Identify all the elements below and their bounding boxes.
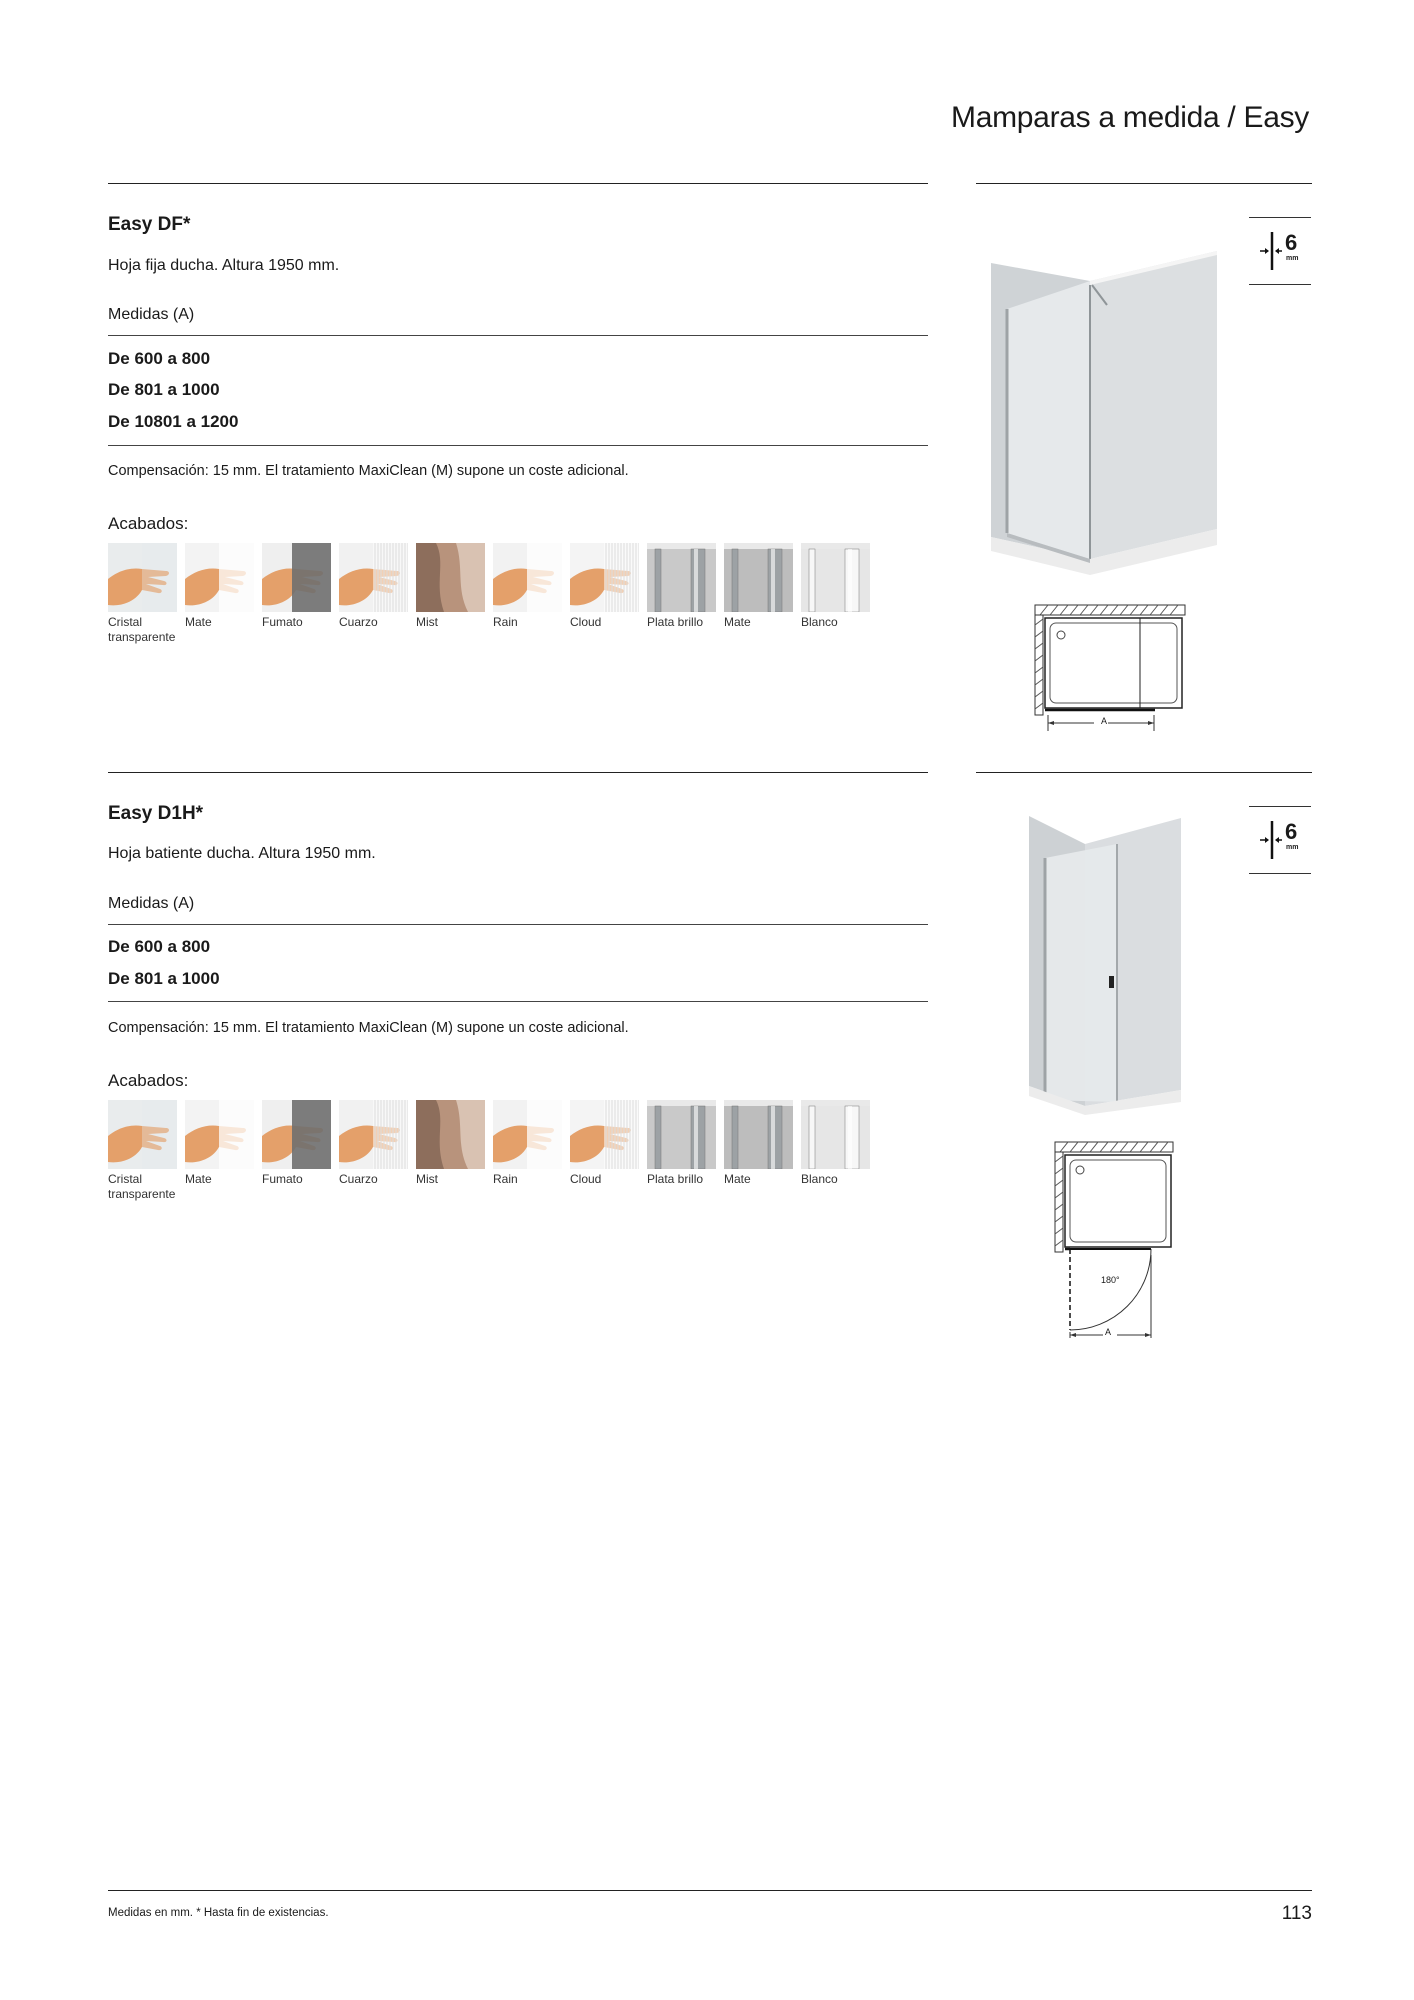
finish-caption [801, 1172, 881, 1187]
size-row: De 10801 a 1200 [108, 412, 239, 431]
thickness-value: 6 [1285, 819, 1298, 844]
finish-name: Fumato [262, 1172, 303, 1186]
finishes-label: Acabados: [108, 514, 189, 533]
finish-name: Rain [493, 1172, 518, 1186]
finish-swatch [801, 543, 870, 645]
table-rule [108, 445, 928, 446]
glass-thickness-badge [1249, 806, 1311, 874]
finish-thumbnail [262, 543, 331, 612]
finish-name: Blanco [801, 1172, 838, 1186]
product-description: Hoja fija ducha. Altura 1950 mm. [108, 257, 340, 274]
finish-thumbnail [724, 1100, 793, 1169]
finish-swatch [570, 543, 639, 645]
finish-swatch [185, 543, 254, 645]
finish-thumbnail [185, 1100, 254, 1169]
section-divider [976, 772, 1312, 773]
finish-thumbnail [801, 543, 870, 612]
compensation-note: Compensación: 15 mm. El tratamiento MaxiClean (M) supone un coste adicional. [108, 463, 629, 479]
finish-caption [724, 615, 804, 630]
finish-swatch [493, 1100, 562, 1202]
thickness-value: 6 [1285, 230, 1298, 255]
finish-caption [493, 615, 573, 630]
finish-thumbnail [724, 543, 793, 612]
finish-swatch [647, 543, 716, 645]
finish-name: Cloud [570, 615, 602, 629]
finish-name: Cloud [570, 1172, 602, 1186]
finish-swatch [108, 1100, 177, 1202]
finish-thumbnail [647, 1100, 716, 1169]
finish-caption [493, 1172, 573, 1187]
finish-caption [570, 615, 650, 630]
plan-drawing-easy-d1h [1050, 1140, 1180, 1340]
finish-name: Mist [416, 615, 438, 629]
finish-swatch [416, 543, 485, 645]
size-row: De 600 a 800 [108, 937, 211, 956]
finish-thumbnail [416, 543, 485, 612]
page-title: Mamparas a medida / Easy [951, 101, 1309, 134]
glass-thickness-icon [1249, 807, 1311, 873]
finish-caption [647, 1172, 727, 1187]
finish-thumbnail [339, 1100, 408, 1169]
finish-name: Plata brillo [647, 615, 704, 629]
product-description: Hoja batiente ducha. Altura 1950 mm. [108, 845, 376, 862]
finish-swatch [339, 1100, 408, 1202]
thickness-unit: mm [1286, 844, 1299, 851]
finish-caption [570, 1172, 650, 1187]
finish-swatch [339, 543, 408, 645]
finish-swatches [108, 1100, 870, 1202]
product-name: Easy D1H* [108, 803, 204, 824]
finish-name: Cuarzo [339, 1172, 378, 1186]
finish-name: Fumato [262, 615, 303, 629]
finish-caption [262, 1172, 342, 1187]
finish-name: Mate [185, 615, 212, 629]
glass-thickness-icon [1249, 218, 1311, 284]
table-rule [108, 924, 928, 925]
finish-name: Cuarzo [339, 615, 378, 629]
finish-thumbnail [493, 1100, 562, 1169]
finish-caption [416, 615, 496, 630]
table-rule [108, 335, 928, 336]
finish-name: Mate [724, 1172, 751, 1186]
finish-swatch [262, 543, 331, 645]
finish-swatch [262, 1100, 331, 1202]
finish-thumbnail [801, 1100, 870, 1169]
finish-swatch [416, 1100, 485, 1202]
finishes-label: Acabados: [108, 1071, 189, 1090]
finish-name-line2: transparente [108, 630, 176, 644]
finish-thumbnail [647, 543, 716, 612]
finish-caption [185, 1172, 265, 1187]
measures-label: Medidas (A) [108, 306, 195, 323]
finish-caption [416, 1172, 496, 1187]
section-divider [108, 183, 928, 184]
finish-swatches [108, 543, 870, 645]
finish-name: Rain [493, 615, 518, 629]
finish-swatch [724, 1100, 793, 1202]
finish-swatch [185, 1100, 254, 1202]
plan-angle-label: 180° [1101, 1275, 1120, 1285]
product-photo-easy-df [985, 245, 1225, 575]
finish-thumbnail [185, 543, 254, 612]
finish-caption [724, 1172, 804, 1187]
section-divider [976, 183, 1312, 184]
product-photo-easy-d1h [1025, 810, 1185, 1115]
size-row: De 801 a 1000 [108, 969, 220, 988]
size-row: De 801 a 1000 [108, 380, 220, 399]
finish-swatch [108, 543, 177, 645]
finish-thumbnail [416, 1100, 485, 1169]
finish-name: Blanco [801, 615, 838, 629]
finish-name: Mist [416, 1172, 438, 1186]
finish-caption [339, 615, 419, 630]
finish-name: Mate [724, 615, 751, 629]
plan-dimension-label: A [1101, 716, 1108, 726]
finish-caption [647, 615, 727, 630]
size-row: De 600 a 800 [108, 349, 211, 368]
compensation-note: Compensación: 15 mm. El tratamiento MaxiClean (M) supone un coste adicional. [108, 1020, 629, 1036]
finish-swatch [493, 543, 562, 645]
finish-caption [108, 615, 188, 645]
finish-caption [262, 615, 342, 630]
product-name: Easy DF* [108, 214, 191, 235]
finish-name: Mate [185, 1172, 212, 1186]
page-number: 113 [1281, 1903, 1312, 1924]
finish-swatch [570, 1100, 639, 1202]
finish-name: Cristal [108, 615, 143, 629]
finish-caption [801, 615, 881, 630]
section-divider [108, 772, 928, 773]
finish-caption [185, 615, 265, 630]
footer-divider [108, 1890, 1312, 1891]
finish-thumbnail [339, 543, 408, 612]
finish-name: Cristal [108, 1172, 143, 1186]
finish-thumbnail [493, 543, 562, 612]
finish-swatch [647, 1100, 716, 1202]
finish-name-line2: transparente [108, 1187, 176, 1201]
finish-thumbnail [262, 1100, 331, 1169]
plan-drawing-easy-df [1030, 603, 1190, 733]
finish-thumbnail [570, 543, 639, 612]
thickness-unit: mm [1286, 255, 1299, 262]
finish-caption [108, 1172, 188, 1202]
plan-dimension-label: A [1105, 1327, 1112, 1337]
finish-thumbnail [108, 1100, 177, 1169]
finish-name: Plata brillo [647, 1172, 704, 1186]
table-rule [108, 1001, 928, 1002]
glass-thickness-badge [1249, 217, 1311, 285]
finish-swatch [801, 1100, 870, 1202]
finish-caption [339, 1172, 419, 1187]
finish-thumbnail [570, 1100, 639, 1169]
finish-thumbnail [108, 543, 177, 612]
footer-note: Medidas en mm. * Hasta fin de existencias. [108, 1907, 329, 1919]
measures-label: Medidas (A) [108, 895, 195, 912]
finish-swatch [724, 543, 793, 645]
